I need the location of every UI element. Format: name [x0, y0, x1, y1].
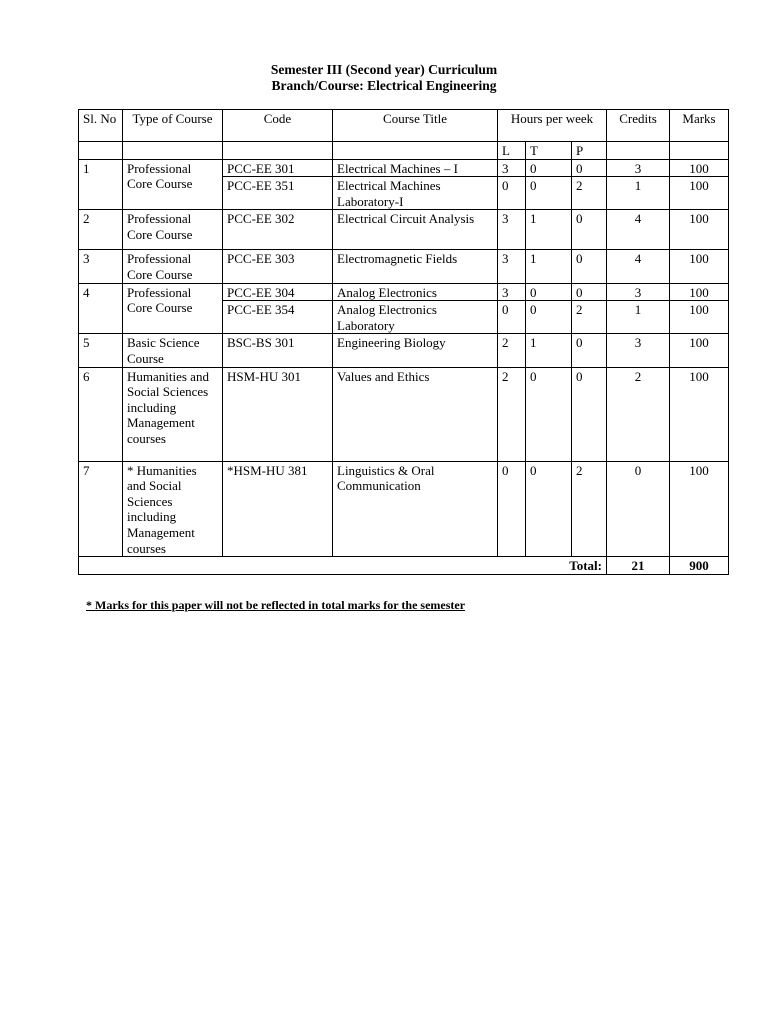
header-type-of-course: Type of Course	[123, 110, 223, 142]
sl-no-cell: 4	[79, 283, 123, 334]
marks-cell: 100	[670, 367, 729, 461]
course-title-cell: Engineering Biology	[333, 334, 498, 367]
sl-no-cell: 1	[79, 159, 123, 210]
course-title-cell: Electrical Machines Laboratory-I	[333, 177, 498, 210]
header-sl-no: Sl. No	[79, 110, 123, 142]
course-code-cell: BSC-BS 301	[223, 334, 333, 367]
header-lecture: L	[498, 142, 526, 160]
tutorial-hours-cell: 1	[526, 210, 572, 250]
course-type-cell: Professional Core Course	[123, 159, 223, 210]
lecture-hours-cell: 0	[498, 177, 526, 210]
lecture-hours-cell: 0	[498, 301, 526, 334]
sl-no-cell: 3	[79, 250, 123, 283]
tutorial-hours-cell: 0	[526, 461, 572, 557]
credits-cell: 4	[607, 210, 670, 250]
header-course-title: Course Title	[333, 110, 498, 142]
total-row	[79, 557, 729, 575]
lecture-hours-cell: 3	[498, 250, 526, 283]
marks-cell: 100	[670, 461, 729, 557]
course-title-cell: Analog Electronics	[333, 283, 498, 301]
tutorial-hours-cell: 0	[526, 177, 572, 210]
course-code-cell: PCC-EE 351	[223, 177, 333, 210]
curriculum-table	[78, 109, 729, 575]
course-title-cell: Linguistics & Oral Communication	[333, 461, 498, 557]
table-row	[79, 367, 729, 461]
marks-cell: 100	[670, 159, 729, 177]
course-code-cell: PCC-EE 301	[223, 159, 333, 177]
total-marks: 900	[670, 557, 729, 575]
lecture-hours-cell: 3	[498, 159, 526, 177]
course-title-cell: Electromagnetic Fields	[333, 250, 498, 283]
course-type-cell: Professional Core Course	[123, 283, 223, 334]
subheader-empty	[223, 142, 333, 160]
credits-cell: 3	[607, 283, 670, 301]
header-credits: Credits	[607, 110, 670, 142]
course-code-cell: HSM-HU 301	[223, 367, 333, 461]
course-code-cell: PCC-EE 304	[223, 283, 333, 301]
credits-cell: 1	[607, 177, 670, 210]
course-code-cell: PCC-EE 302	[223, 210, 333, 250]
practical-hours-cell: 2	[572, 461, 607, 557]
course-type-cell: Basic Science Course	[123, 334, 223, 367]
course-code-cell: *HSM-HU 381	[223, 461, 333, 557]
marks-cell: 100	[670, 283, 729, 301]
practical-hours-cell: 0	[572, 159, 607, 177]
practical-hours-cell: 0	[572, 367, 607, 461]
header-tutorial: T	[526, 142, 572, 160]
practical-hours-cell: 0	[572, 334, 607, 367]
total-label: Total:	[79, 557, 607, 575]
tutorial-hours-cell: 0	[526, 367, 572, 461]
course-type-cell: Humanities and Social Sciences including Management courses	[123, 367, 223, 461]
subheader-empty	[607, 142, 670, 160]
header-hours-per-week: Hours per week	[498, 110, 607, 142]
curriculum-body	[79, 159, 729, 574]
document-subtitle: Branch/Course: Electrical Engineering	[271, 78, 497, 93]
tutorial-hours-cell: 1	[526, 334, 572, 367]
table-row	[79, 159, 729, 177]
table-row	[79, 283, 729, 301]
tutorial-hours-cell: 0	[526, 159, 572, 177]
table-row	[79, 461, 729, 557]
marks-cell: 100	[670, 210, 729, 250]
sl-no-cell: 7	[79, 461, 123, 557]
course-type-cell: * Humanities and Social Sciences including Management courses	[123, 461, 223, 557]
footnote: * Marks for this paper will not be reflected in total marks for the semester	[86, 598, 466, 612]
credits-cell: 1	[607, 301, 670, 334]
course-title-cell: Electrical Circuit Analysis	[333, 210, 498, 250]
credits-cell: 3	[607, 334, 670, 367]
credits-cell: 2	[607, 367, 670, 461]
lecture-hours-cell: 3	[498, 210, 526, 250]
sl-no-cell: 6	[79, 367, 123, 461]
subheader-empty	[79, 142, 123, 160]
header-marks: Marks	[670, 110, 729, 142]
practical-hours-cell: 0	[572, 210, 607, 250]
credits-cell: 4	[607, 250, 670, 283]
course-type-cell: Professional Core Course	[123, 250, 223, 283]
table-row	[79, 210, 729, 250]
marks-cell: 100	[670, 334, 729, 367]
subheader-empty	[670, 142, 729, 160]
subheader-empty	[123, 142, 223, 160]
document-title: Semester III (Second year) Curriculum	[270, 62, 498, 77]
course-code-cell: PCC-EE 303	[223, 250, 333, 283]
course-title-cell: Values and Ethics	[333, 367, 498, 461]
course-type-cell: Professional Core Course	[123, 210, 223, 250]
course-title-cell: Analog Electronics Laboratory	[333, 301, 498, 334]
credits-cell: 0	[607, 461, 670, 557]
tutorial-hours-cell: 1	[526, 250, 572, 283]
credits-cell: 3	[607, 159, 670, 177]
tutorial-hours-cell: 0	[526, 301, 572, 334]
practical-hours-cell: 0	[572, 250, 607, 283]
lecture-hours-cell: 2	[498, 367, 526, 461]
lecture-hours-cell: 3	[498, 283, 526, 301]
marks-cell: 100	[670, 250, 729, 283]
tutorial-hours-cell: 0	[526, 283, 572, 301]
total-credits: 21	[607, 557, 670, 575]
practical-hours-cell: 0	[572, 283, 607, 301]
course-code-cell: PCC-EE 354	[223, 301, 333, 334]
subheader-empty	[333, 142, 498, 160]
sl-no-cell: 5	[79, 334, 123, 367]
lecture-hours-cell: 2	[498, 334, 526, 367]
table-row	[79, 334, 729, 367]
marks-cell: 100	[670, 177, 729, 210]
marks-cell: 100	[670, 301, 729, 334]
header-code: Code	[223, 110, 333, 142]
course-title-cell: Electrical Machines – I	[333, 159, 498, 177]
practical-hours-cell: 2	[572, 301, 607, 334]
practical-hours-cell: 2	[572, 177, 607, 210]
header-practical: P	[572, 142, 607, 160]
lecture-hours-cell: 0	[498, 461, 526, 557]
sl-no-cell: 2	[79, 210, 123, 250]
table-row	[79, 250, 729, 283]
